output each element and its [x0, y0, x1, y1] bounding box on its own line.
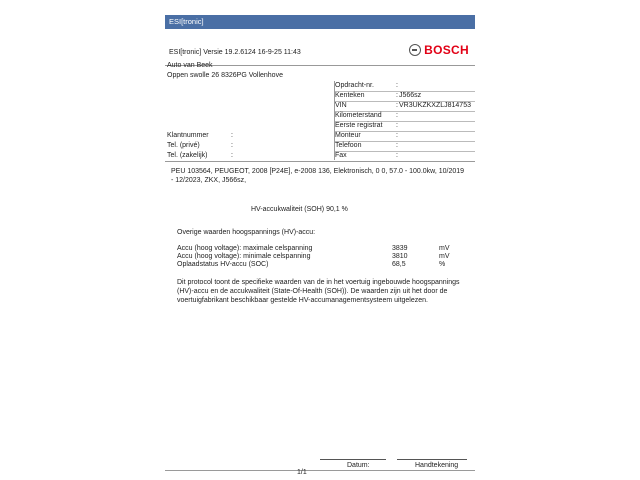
hv-row-unit: % — [439, 261, 446, 268]
vehicle-line-2: - 12/2023, ZKX, J566sz, — [171, 177, 247, 184]
hv-row-label: Accu (hoog voltage): minimale celspanning — [177, 253, 311, 260]
field-phone-business — [165, 151, 330, 161]
field-customer-number — [165, 131, 330, 141]
field-label: Klantnummer — [167, 132, 209, 139]
date-line — [320, 459, 386, 460]
meta-label: Eerste registrat — [335, 122, 383, 129]
meta-label: Kenteken — [335, 92, 365, 99]
hv-row-value: 3839 — [392, 245, 408, 252]
field-colon: : — [231, 132, 233, 139]
field-label: Tel. (zakelijk) — [167, 152, 208, 159]
version-line: ESI[tronic] Versie 19.2.6124 16-9-25 11:43 — [169, 49, 301, 56]
field-label: Tel. (privé) — [167, 142, 200, 149]
note-line-2: (HV)-accu en de accukwaliteit (State-Of-Health (SOH)). De waarden zijn uit het door de — [177, 288, 448, 295]
footer-divider — [165, 470, 475, 471]
meta-colon: : — [396, 122, 398, 129]
vehicle-line-1: PEU 103564, PEUGEOT, 2008 [P24E], e-2008 136, Elektronisch, 0 0, 57.0 - 100.0kw, 10/2019 — [171, 168, 465, 175]
bosch-logo — [409, 43, 469, 57]
meta-label: Telefoon — [335, 142, 362, 149]
hv-row-value: 3810 — [392, 253, 408, 260]
meta-colon: : — [396, 142, 398, 149]
bosch-armature-icon — [409, 44, 421, 56]
meta-colon: : — [396, 82, 398, 89]
soh-value: HV-accukwaliteit (SOH) 90,1 % — [251, 206, 348, 213]
meta-colon: : — [396, 152, 398, 159]
hv-row-unit: mV — [439, 253, 450, 260]
hv-row-value: 68,5 — [392, 261, 406, 268]
meta-colon: : — [396, 102, 398, 109]
hv-row-label: Oplaadstatus HV-accu (SOC) — [177, 261, 269, 268]
meta-label: VIN — [335, 102, 347, 109]
page-number: 1/1 — [297, 469, 307, 476]
signature-line — [397, 459, 467, 460]
meta-colon: : — [396, 92, 398, 99]
note-line-3: voertuigfabrikant beschikbaar gestelde HV-accumanagementsysteem uitgelezen. — [177, 297, 428, 304]
meta-colon: : — [396, 132, 398, 139]
hv-heading: Overige waarden hoogspannings (HV)-accu: — [177, 229, 316, 236]
document-page — [165, 15, 475, 480]
meta-colon: : — [396, 112, 398, 119]
meta-label: Opdracht-nr. — [335, 82, 374, 89]
meta-value: J566sz — [399, 92, 422, 99]
customer-address: Oppen swolle 26 8326PG Vollenhove — [167, 72, 283, 79]
window-title: ESI[tronic] — [165, 15, 475, 29]
meta-label: Monteur — [335, 132, 361, 139]
field-phone-private — [165, 141, 330, 151]
hv-row-label: Accu (hoog voltage): maximale celspanning — [177, 245, 313, 252]
meta-value: VR3UKZKXZLJ814753 — [399, 102, 471, 109]
field-colon: : — [231, 142, 233, 149]
customer-name: Auto van Beek — [167, 62, 213, 69]
meta-label: Kilometerstand — [335, 112, 382, 119]
note-line-1: Dit protocol toont de specifieke waarden van de in het voertuig ingebouwde hoogspannings — [177, 279, 460, 286]
field-colon: : — [231, 152, 233, 159]
hv-row-unit: mV — [439, 245, 450, 252]
meta-label: Fax — [335, 152, 347, 159]
date-label: Datum: — [347, 462, 370, 469]
header-divider — [165, 161, 475, 162]
report-header — [165, 29, 475, 66]
bosch-logo-text: BOSCH — [424, 43, 469, 57]
signature-label: Handtekening — [415, 462, 459, 469]
